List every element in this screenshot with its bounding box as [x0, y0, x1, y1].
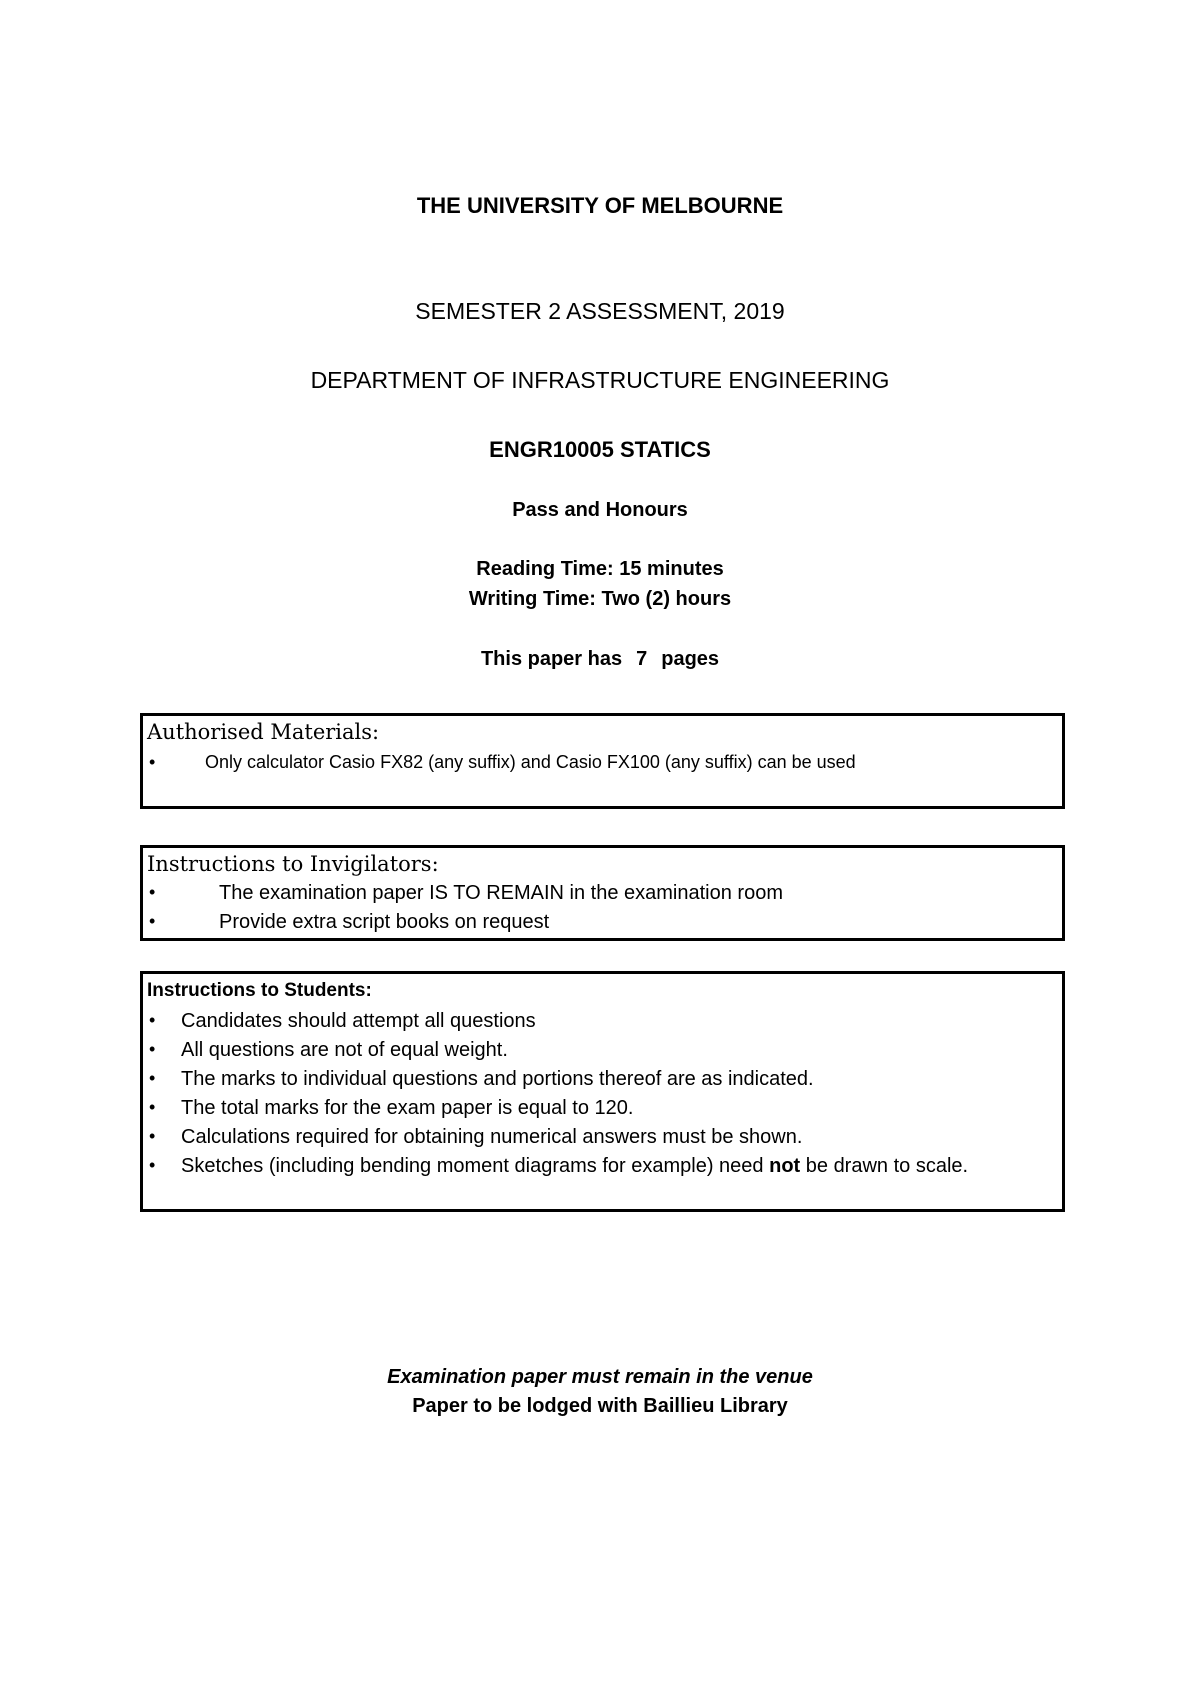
- student-instruction-text: All questions are not of equal weight.: [181, 1039, 508, 1061]
- student-instruction-text: The marks to individual questions and portions thereof are as indicated.: [181, 1068, 814, 1090]
- department-name: DEPARTMENT OF INFRASTRUCTURE ENGINEERING: [310, 367, 890, 393]
- bullet-icon: •: [149, 882, 156, 902]
- assessment-level: Pass and Honours: [512, 499, 688, 521]
- authorised-materials-box: [140, 713, 1065, 809]
- writing-time: Writing Time: Two (2) hours: [468, 588, 732, 610]
- student-instructions-title: Instructions to Students:: [147, 980, 372, 1001]
- bullet-icon: •: [149, 1068, 156, 1088]
- invigilator-instruction-text: The examination paper IS TO REMAIN in the examination room: [219, 882, 783, 904]
- venue-notice: Examination paper must remain in the venue: [387, 1366, 813, 1388]
- bullet-icon: •: [149, 1126, 156, 1146]
- student-instruction-text: The total marks for the exam paper is equal to 120.: [181, 1097, 634, 1119]
- semester-assessment: SEMESTER 2 ASSESSMENT, 2019: [415, 298, 785, 324]
- bullet-icon: •: [149, 752, 156, 772]
- page-count-line: [0, 648, 1200, 671]
- invigilator-instruction-text: Provide extra script books on request: [219, 911, 550, 933]
- page-count-number: 7: [636, 648, 648, 670]
- university-name: THE UNIVERSITY OF MELBOURNE: [416, 193, 784, 218]
- bullet-icon: •: [149, 1097, 156, 1117]
- invigilator-instructions-box: [140, 845, 1065, 941]
- sketch-instruction-before: Sketches (including bending moment diagrams for example) need: [181, 1155, 770, 1177]
- reading-time: Reading Time: 15 minutes: [476, 558, 724, 580]
- authorised-materials-title: Authorised Materials:: [147, 720, 380, 744]
- student-instruction-text: Candidates should attempt all questions: [181, 1010, 536, 1032]
- page-count-suffix: pages: [661, 648, 720, 670]
- bullet-icon: •: [149, 911, 156, 931]
- sketch-instruction-emphasis: not: [769, 1155, 801, 1177]
- course-title: ENGR10005 STATICS: [489, 437, 711, 462]
- student-instructions-box: [140, 971, 1065, 1212]
- bullet-icon: •: [149, 1039, 156, 1059]
- student-instruction-text: [181, 1155, 968, 1178]
- invigilator-instructions-title: Instructions to Invigilators:: [147, 852, 439, 876]
- authorised-material-text: Only calculator Casio FX82 (any suffix) and Casio FX100 (any suffix) can be used: [205, 752, 856, 772]
- library-notice: Paper to be lodged with Baillieu Library: [412, 1395, 788, 1417]
- sketch-instruction-after: be drawn to scale.: [800, 1155, 969, 1177]
- bullet-icon: •: [149, 1010, 156, 1030]
- bullet-icon: •: [149, 1155, 156, 1175]
- student-instruction-text: Calculations required for obtaining numerical answers must be shown.: [181, 1126, 803, 1148]
- page-count-prefix: This paper has: [480, 648, 623, 670]
